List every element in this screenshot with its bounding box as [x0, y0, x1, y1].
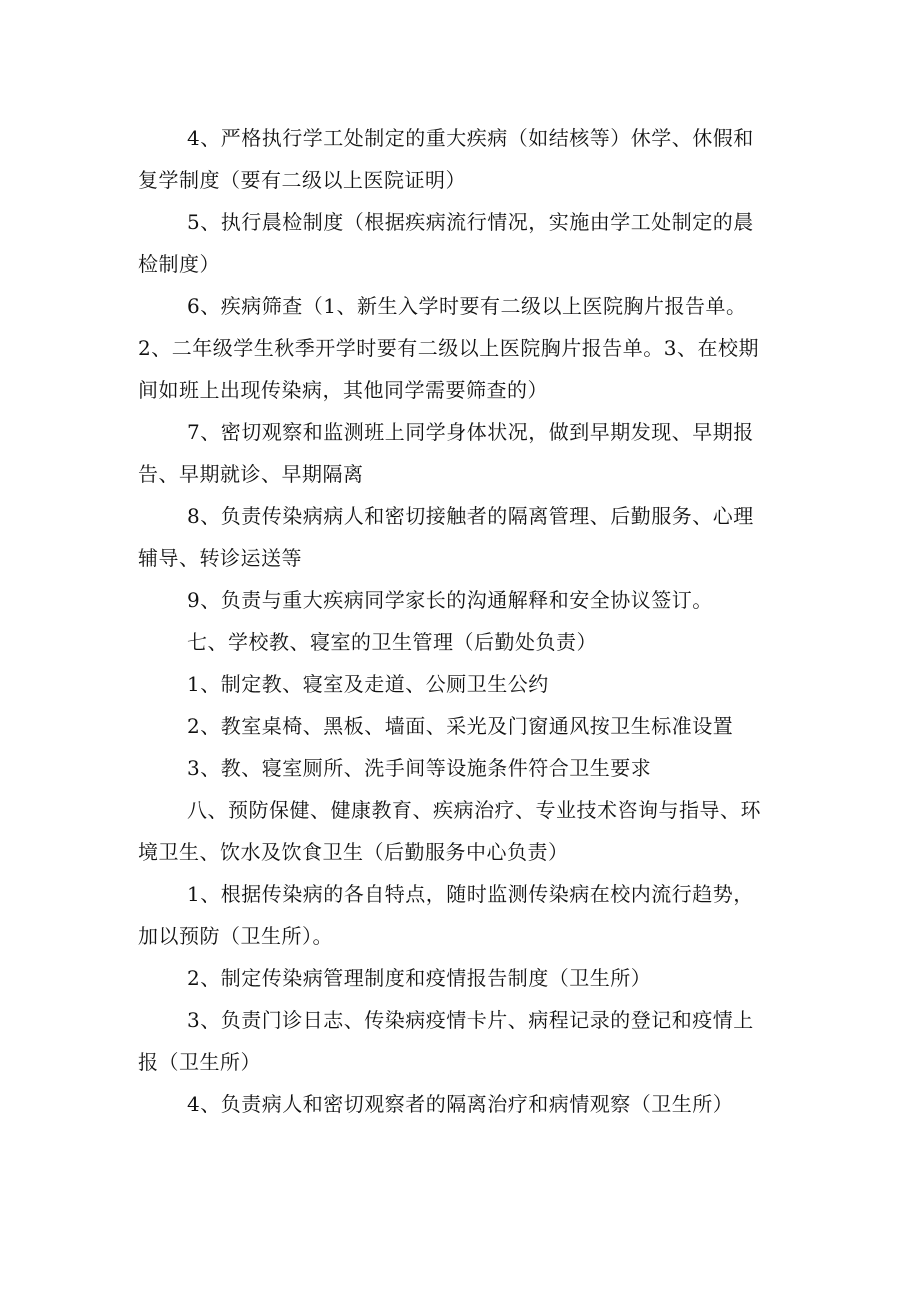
text-line: 3、教、寝室厕所、洗手间等设施条件符合卫生要求	[187, 756, 652, 780]
paragraph-item-7-close-observation	[138, 411, 788, 495]
paragraph-item-2-classroom-standards	[138, 705, 788, 747]
paragraph-item-5-morning-check	[138, 201, 788, 285]
text-line: 6、疾病筛查（1、新生入学时要有二级以上医院胸片报告单。	[187, 294, 747, 318]
text-line: 1、根据传染病的各自特点，随时监测传染病在校内流行趋势，	[187, 882, 754, 906]
paragraph-item-1-monitoring	[138, 873, 788, 957]
text-line: 1、制定教、寝室及走道、公厕卫生公约	[187, 672, 549, 696]
text-line: 2、二年级学生秋季开学时要有二级以上医院胸片报告单。3、在校期	[138, 336, 759, 360]
paragraph-item-2-management-system	[138, 957, 788, 999]
text-line: 间如班上出现传染病，其他同学需要筛查的）	[138, 378, 548, 402]
paragraph-item-8-isolation-management	[138, 495, 788, 579]
paragraph-item-3-records	[138, 999, 788, 1083]
text-line: 辅导、转诊运送等	[138, 546, 302, 570]
paragraph-item-6-disease-screening	[138, 285, 788, 411]
section-heading-7-classroom-dorm-hygiene	[138, 621, 788, 663]
section-heading-8-prevention-health	[138, 789, 788, 873]
text-line: 加以预防（卫生所）。	[138, 924, 333, 948]
text-line: 境卫生、饮水及饮食卫生（后勤服务中心负责）	[138, 840, 569, 864]
text-line: 9、负责与重大疾病同学家长的沟通解释和安全协议签订。	[187, 588, 713, 612]
paragraph-item-1-hygiene-convention	[138, 663, 788, 705]
text-line: 报（卫生所）	[138, 1050, 261, 1074]
document-body	[138, 117, 788, 1125]
text-line: 5、执行晨检制度（根据疾病流行情况，实施由学工处制定的晨	[187, 210, 754, 234]
paragraph-item-4-isolation-treatment	[138, 1083, 788, 1125]
text-line: 3、负责门诊日志、传染病疫情卡片、病程记录的登记和疫情上	[187, 1008, 754, 1032]
text-line: 7、密切观察和监测班上同学身体状况，做到早期发现、早期报	[187, 420, 754, 444]
text-line: 2、教室桌椅、黑板、墙面、采光及门窗通风按卫生标准设置	[187, 714, 734, 738]
text-line: 八、预防保健、健康教育、疾病治疗、专业技术咨询与指导、环	[187, 798, 761, 822]
paragraph-item-9-parent-communication	[138, 579, 788, 621]
text-line: 告、早期就诊、早期隔离	[138, 462, 364, 486]
text-line: 4、严格执行学工处制定的重大疾病（如结核等）休学、休假和	[187, 126, 754, 150]
paragraph-item-3-facilities	[138, 747, 788, 789]
text-line: 七、学校教、寝室的卫生管理（后勤处负责）	[187, 630, 597, 654]
text-line: 4、负责病人和密切观察者的隔离治疗和病情观察（卫生所）	[187, 1092, 734, 1116]
text-line: 复学制度（要有二级以上医院证明）	[138, 168, 466, 192]
text-line: 8、负责传染病病人和密切接触者的隔离管理、后勤服务、心理	[187, 504, 754, 528]
text-line: 2、制定传染病管理制度和疫情报告制度（卫生所）	[187, 966, 652, 990]
text-line: 检制度）	[138, 252, 220, 276]
paragraph-item-4-suspension-policy	[138, 117, 788, 201]
